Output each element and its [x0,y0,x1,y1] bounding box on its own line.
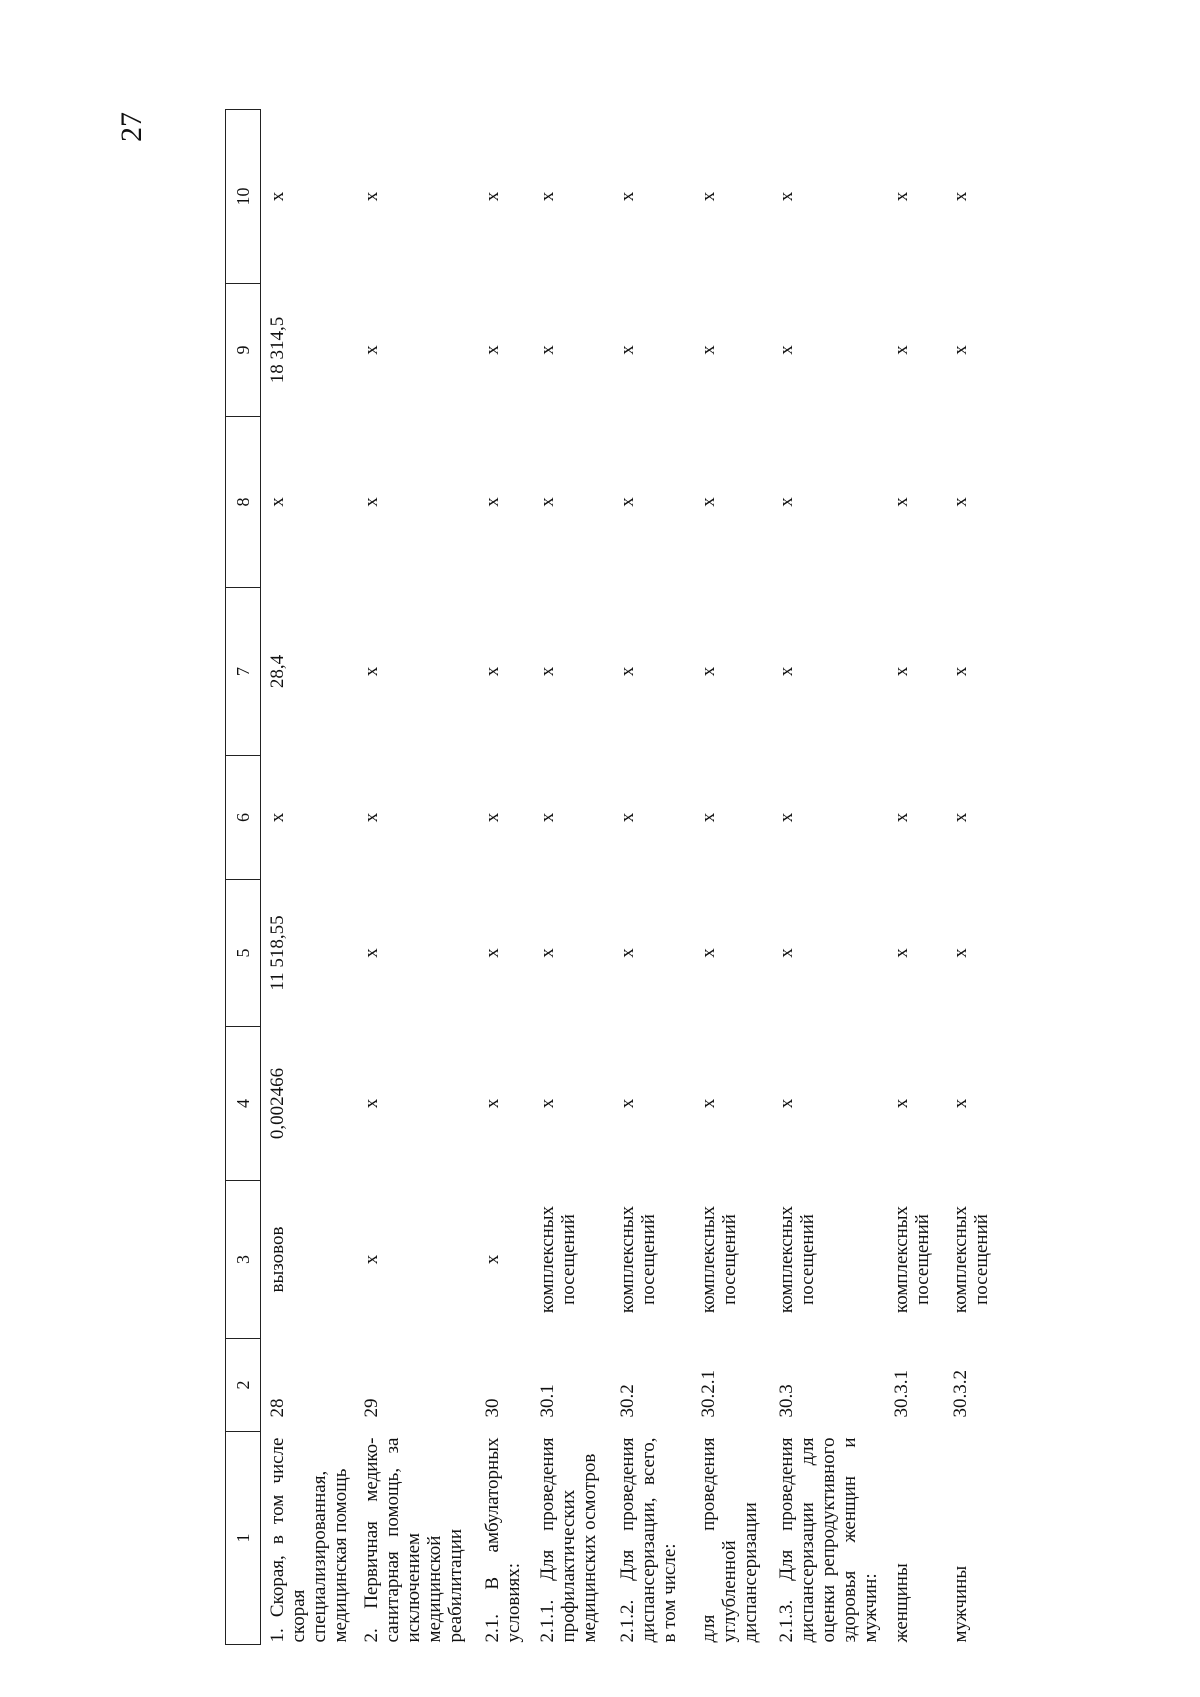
cell-col-9: х [697,345,719,355]
cell-col-9: х [481,345,503,355]
cell-col-8: х [536,497,558,507]
cell-col-8: х [267,497,288,507]
cell-col-7: х [775,666,797,677]
table-row [355,110,476,1645]
header-row [226,110,261,1645]
table-row [692,110,770,1645]
row-name: 2. Первичная медико-санитарная помощь, за исключением медицинской реабилитации [360,1437,466,1643]
cell-col-10: х [360,191,382,202]
cell-col-5: х [536,948,558,958]
cell-col-4: х [536,1098,558,1109]
col-header-6: 6 [226,756,261,880]
cell-col-7: 28,4 [267,654,288,689]
row-unit: комплексных посещений [775,1205,818,1314]
cell-col-9: х [616,345,638,355]
cell-col-10: х [775,191,797,202]
row-name: 2.1.1. Для проведения профилактических медицинских осмотров [536,1437,600,1643]
cell-col-7: х [360,666,382,677]
cell-col-9: х [360,345,382,355]
cell-col-4: х [697,1098,719,1109]
cell-col-10: х [481,191,503,202]
cell-col-9: 18 314,5 [267,316,288,384]
col-header-9: 9 [226,284,261,417]
cell-col-10: х [267,191,288,202]
row-name: женщины [890,1563,912,1643]
cell-col-4: х [360,1098,382,1109]
row-unit: вызовов [267,1226,288,1293]
row-unit: х [481,1254,503,1265]
row-code: 30.3.1 [890,1370,912,1418]
cell-col-5: х [949,948,971,958]
cell-col-4: х [481,1098,503,1109]
data-table [225,109,1004,1645]
cell-col-9: х [890,345,912,355]
row-code: 29 [360,1398,382,1418]
cell-col-6: х [775,812,797,823]
row-unit: комплексных посещений [890,1205,933,1314]
col-header-3: 3 [226,1181,261,1339]
cell-col-6: х [697,812,719,823]
cell-col-7: х [481,666,503,677]
cell-col-8: х [949,497,971,507]
cell-col-4: х [616,1098,638,1109]
cell-col-7: х [949,666,971,677]
cell-col-5: х [360,948,382,958]
cell-col-7: х [536,666,558,677]
cell-col-10: х [890,191,912,202]
table-row [770,110,885,1645]
cell-col-9: х [536,345,558,355]
cell-col-6: х [481,812,503,823]
cell-col-5: х [616,948,638,958]
cell-col-6: х [890,812,912,823]
cell-col-6: х [616,812,638,823]
cell-col-10: х [536,191,558,202]
row-name: 2.1.3. Для проведения диспансеризации для оценки репродуктивного здоровья женщин и мужчин: [775,1437,881,1643]
cell-col-6: х [267,812,288,823]
table-row [261,110,355,1645]
col-header-4: 4 [226,1027,261,1181]
row-code: 30.1 [536,1384,558,1418]
cell-col-8: х [697,497,719,507]
cell-col-5: х [697,948,719,958]
cell-col-7: х [697,666,719,677]
row-unit: комплексных посещений [616,1205,659,1314]
row-code: 28 [267,1398,288,1418]
row-code: 30 [481,1398,503,1418]
cell-col-8: х [481,497,503,507]
cell-col-8: х [775,497,797,507]
row-code: 30.3.2 [949,1370,971,1418]
cell-col-9: х [949,345,971,355]
cell-col-7: х [616,666,638,677]
cell-col-5: х [775,948,797,958]
row-unit: комплексных посещений [949,1205,992,1314]
col-header-7: 7 [226,588,261,756]
cell-col-4: х [949,1098,971,1109]
cell-col-5: х [890,948,912,958]
cell-col-4: 0,002466 [267,1067,288,1140]
col-header-2: 2 [226,1339,261,1432]
row-name: 2.1.2. Для проведения диспансеризации, всего, в том числе: [616,1437,680,1643]
cell-col-6: х [360,812,382,823]
row-unit: комплексных посещений [697,1205,740,1314]
cell-col-6: х [949,812,971,823]
row-unit: комплексных посещений [536,1205,579,1314]
cell-col-9: х [775,345,797,355]
cell-col-10: х [616,191,638,202]
table-row [944,110,1004,1645]
cell-col-4: х [890,1098,912,1109]
rotated-table-container [225,110,995,1645]
row-name: 2.1. В амбулаторных условиях: [481,1437,524,1643]
table-row [476,110,531,1645]
row-code: 30.2 [616,1384,638,1418]
cell-col-5: х [481,948,503,958]
col-header-5: 5 [226,880,261,1027]
cell-col-10: х [949,191,971,202]
cell-col-6: х [536,812,558,823]
col-header-8: 8 [226,417,261,588]
cell-col-7: х [890,666,912,677]
cell-col-5: 11 518,55 [267,915,288,991]
row-code: 30.3 [775,1384,797,1418]
row-name: мужчины [949,1565,971,1643]
cell-col-8: х [616,497,638,507]
cell-col-8: х [360,497,382,507]
row-unit: х [360,1254,382,1265]
row-name: для проведения углубленной диспансеризации [697,1437,761,1643]
table-row [611,110,692,1645]
cell-col-8: х [890,497,912,507]
cell-col-10: х [697,191,719,202]
row-name: 1. Скорая, в том числе скорая специализированная, медицинская помощь [267,1437,351,1643]
col-header-1: 1 [226,1432,261,1645]
row-code: 30.2.1 [697,1370,719,1418]
table-row [885,110,944,1645]
col-header-10: 10 [226,110,261,284]
table-row [531,110,611,1645]
page-number: 27 [115,112,148,142]
cell-col-4: х [775,1098,797,1109]
